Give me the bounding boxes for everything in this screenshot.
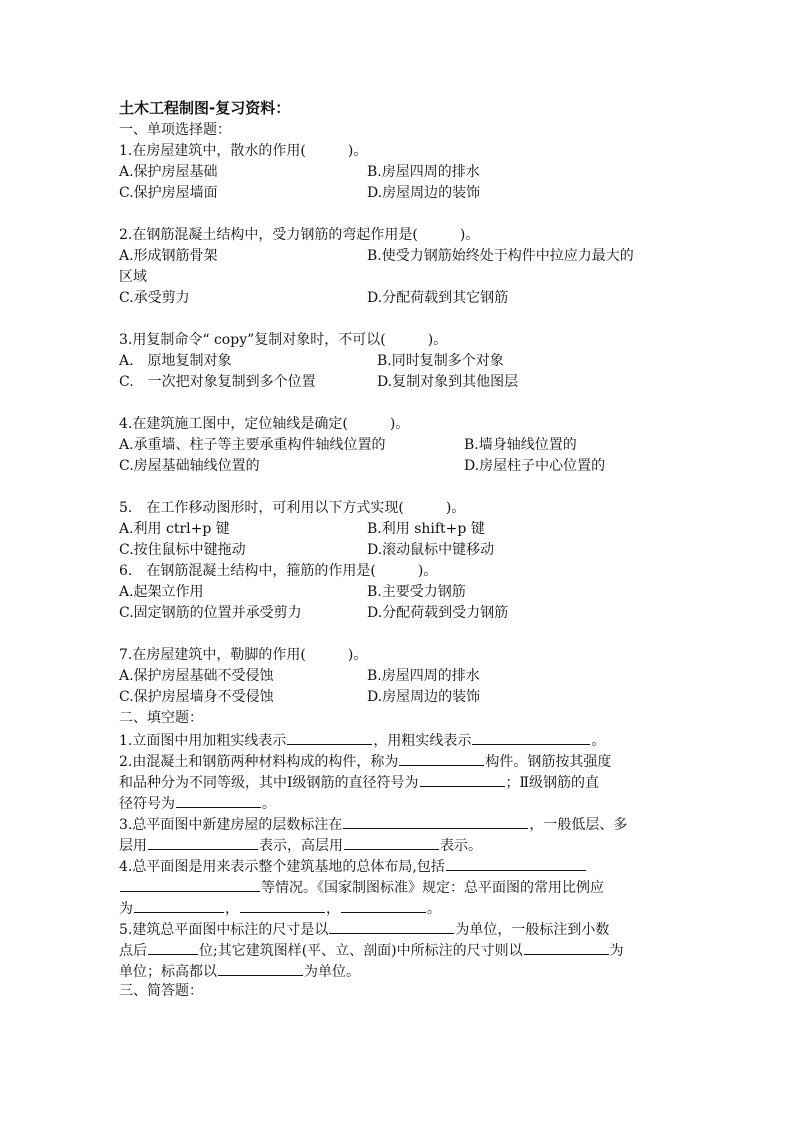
- fill-text: 5.建筑总平面图中标注的尺寸是以: [119, 922, 329, 938]
- option-a: A. 原地复制对象: [119, 353, 232, 369]
- fill-text: 1.立面图中用加粗实线表示: [119, 733, 287, 749]
- option-b: B.房屋四周的排水: [367, 668, 480, 684]
- answer-blank[interactable]: [343, 813, 528, 829]
- option-a: A.保护房屋基础: [119, 164, 218, 180]
- answer-blank[interactable]: [399, 750, 484, 766]
- option-d: D.分配荷载到受力钢筋: [367, 605, 509, 621]
- option-a: A.利用 ctrl+p 键: [119, 521, 230, 537]
- option-d: D.复制对象到其他图层: [377, 374, 519, 390]
- question-2-options-row2: [119, 288, 679, 309]
- option-d: D.房屋周边的装饰: [367, 185, 481, 201]
- question-2-options-row1: [119, 246, 679, 267]
- option-d: D.房屋周边的装饰: [367, 689, 481, 705]
- question-6-options-row1: [119, 582, 679, 603]
- option-c: C.保护房屋墙面: [119, 185, 218, 201]
- fill-text: 径符号为: [119, 796, 175, 812]
- option-b-continued: 区域: [119, 269, 147, 285]
- question-5-options-row1: [119, 519, 679, 540]
- fill-question-3-line1: [119, 813, 679, 834]
- fill-question-5-line2: [119, 939, 679, 960]
- fill-text: ；Ⅱ级钢筋的直: [505, 775, 600, 791]
- answer-blank[interactable]: [344, 834, 439, 850]
- section-heading: 一、单项选择题：: [119, 122, 231, 138]
- question-6-options-row2: [119, 603, 679, 624]
- option-a: A.形成钢筋骨架: [119, 248, 218, 264]
- fill-text: ，: [225, 901, 239, 917]
- fill-text: 构件。钢筋按其强度: [485, 754, 612, 770]
- document-page: [119, 92, 679, 1002]
- answer-blank[interactable]: [446, 855, 586, 871]
- option-a: A.起架立作用: [119, 584, 204, 600]
- option-d: D.分配荷载到其它钢筋: [367, 290, 509, 306]
- fill-text: ，一般低层、多: [529, 817, 628, 833]
- fill-text: 等情况。《国家制图标准》规定：总平面图的常用比例应: [261, 880, 604, 896]
- option-c: C.按住鼠标中键拖动: [119, 542, 246, 558]
- answer-blank[interactable]: [524, 939, 609, 955]
- fill-text: 表示，高层用: [259, 838, 343, 854]
- document-title: 土木工程制图-复习资料：: [119, 99, 291, 117]
- option-c: C.固定钢筋的位置并承受剪力: [119, 605, 302, 621]
- option-c: C.承受剪力: [119, 290, 190, 306]
- question-7-options-row1: [119, 666, 679, 687]
- fill-text: 。: [427, 901, 441, 917]
- fill-question-2-line1: [119, 750, 679, 771]
- section-heading: 三、简答题：: [119, 983, 203, 999]
- fill-question-4-line3: [119, 897, 679, 918]
- question-6-stem: 6. 在钢筋混凝土结构中，箍筋的作用是( )。: [119, 563, 438, 579]
- fill-question-3-line2: [119, 834, 679, 855]
- fill-text: 点后: [119, 943, 147, 959]
- fill-text: 为单位，一般标注到小数: [455, 922, 610, 938]
- fill-text: 位;其它建筑图样(平、立、剖面)中所标注的尺寸则以: [199, 943, 523, 959]
- answer-blank[interactable]: [287, 729, 372, 745]
- fill-text: 为: [609, 943, 624, 959]
- fill-text: 2.由混凝土和钢筋两种材料构成的构件，称为: [119, 754, 399, 770]
- answer-blank[interactable]: [176, 792, 261, 808]
- question-4-options-row2: [119, 456, 679, 477]
- question-1-stem: 1.在房屋建筑中，散水的作用( )。: [119, 143, 368, 159]
- question-3-stem: 3.用复制命令“ copy”复制对象时，不可以( )。: [119, 332, 448, 348]
- question-3-options-row1: [119, 351, 679, 372]
- fill-text: 层用: [119, 838, 147, 854]
- question-4-options-row1: [119, 435, 679, 456]
- answer-blank[interactable]: [218, 960, 303, 976]
- question-7-stem: 7.在房屋建筑中，勒脚的作用( )。: [119, 647, 368, 663]
- question-5-stem: 5. 在工作移动图形时，可利用以下方式实现( )。: [119, 500, 466, 516]
- section-heading: 二、填空题：: [119, 710, 203, 726]
- option-a: A.承重墙、柱子等主要承重构件轴线位置的: [119, 437, 386, 453]
- option-b: B.房屋四周的排水: [367, 164, 480, 180]
- fill-text: 单位；标高都以: [119, 964, 217, 980]
- option-b: B.同时复制多个对象: [377, 353, 504, 369]
- fill-question-5-line1: [119, 918, 679, 939]
- answer-blank[interactable]: [240, 897, 325, 913]
- fill-text: ，: [326, 901, 340, 917]
- answer-blank[interactable]: [120, 876, 260, 892]
- option-b: B.墙身轴线位置的: [464, 437, 577, 453]
- fill-text: 为: [119, 901, 133, 917]
- fill-question-2-line2: [119, 771, 679, 792]
- question-7-options-row2: [119, 687, 679, 708]
- answer-blank[interactable]: [134, 897, 224, 913]
- fill-text: 4.总平面图是用来表示整个建筑基地的总体布局,包括: [119, 859, 445, 875]
- fill-question-2-line3: [119, 792, 679, 813]
- option-b: B.利用 shift+p 键: [367, 521, 485, 537]
- fill-question-4-line2: [119, 876, 679, 897]
- option-d: D.滚动鼠标中键移动: [367, 542, 495, 558]
- fill-text: 表示。: [440, 838, 482, 854]
- option-a: A.保护房屋基础不受侵蚀: [119, 668, 274, 684]
- fill-question-1: [119, 729, 679, 750]
- fill-text: 为单位。: [304, 964, 360, 980]
- option-d: D.房屋柱子中心位置的: [464, 458, 606, 474]
- question-1-options-row2: [119, 183, 679, 204]
- fill-text: 。: [262, 796, 276, 812]
- fill-question-5-line3: [119, 960, 679, 981]
- question-4-stem: 4.在建筑施工图中，定位轴线是确定( )。: [119, 416, 410, 432]
- fill-text: 。: [591, 733, 606, 749]
- fill-text: 3.总平面图中新建房屋的层数标注在: [119, 817, 343, 833]
- option-c: C.保护房屋墙身不受侵蚀: [119, 689, 274, 705]
- option-c: C.房屋基础轴线位置的: [119, 458, 260, 474]
- answer-blank[interactable]: [341, 897, 426, 913]
- fill-text: 和品种分为不同等级，其中Ⅰ级钢筋的直径符号为: [119, 775, 419, 791]
- question-3-options-row2: [119, 372, 679, 393]
- answer-blank[interactable]: [472, 729, 590, 745]
- answer-blank[interactable]: [148, 939, 198, 955]
- fill-question-4-line1: [119, 855, 679, 876]
- option-c: C. 一次把对象复制到多个位置: [119, 374, 316, 390]
- fill-text: ，用粗实线表示: [373, 733, 472, 749]
- question-5-options-row2: [119, 540, 679, 561]
- answer-blank[interactable]: [420, 771, 505, 787]
- answer-blank[interactable]: [148, 834, 258, 850]
- answer-blank[interactable]: [329, 918, 454, 934]
- question-1-options-row1: [119, 162, 679, 183]
- question-2-stem: 2.在钢筋混凝土结构中，受力钢筋的弯起作用是( )。: [119, 227, 480, 243]
- option-b: B.使受力钢筋始终处于构件中拉应力最大的: [367, 248, 634, 264]
- option-b: B.主要受力钢筋: [367, 584, 466, 600]
